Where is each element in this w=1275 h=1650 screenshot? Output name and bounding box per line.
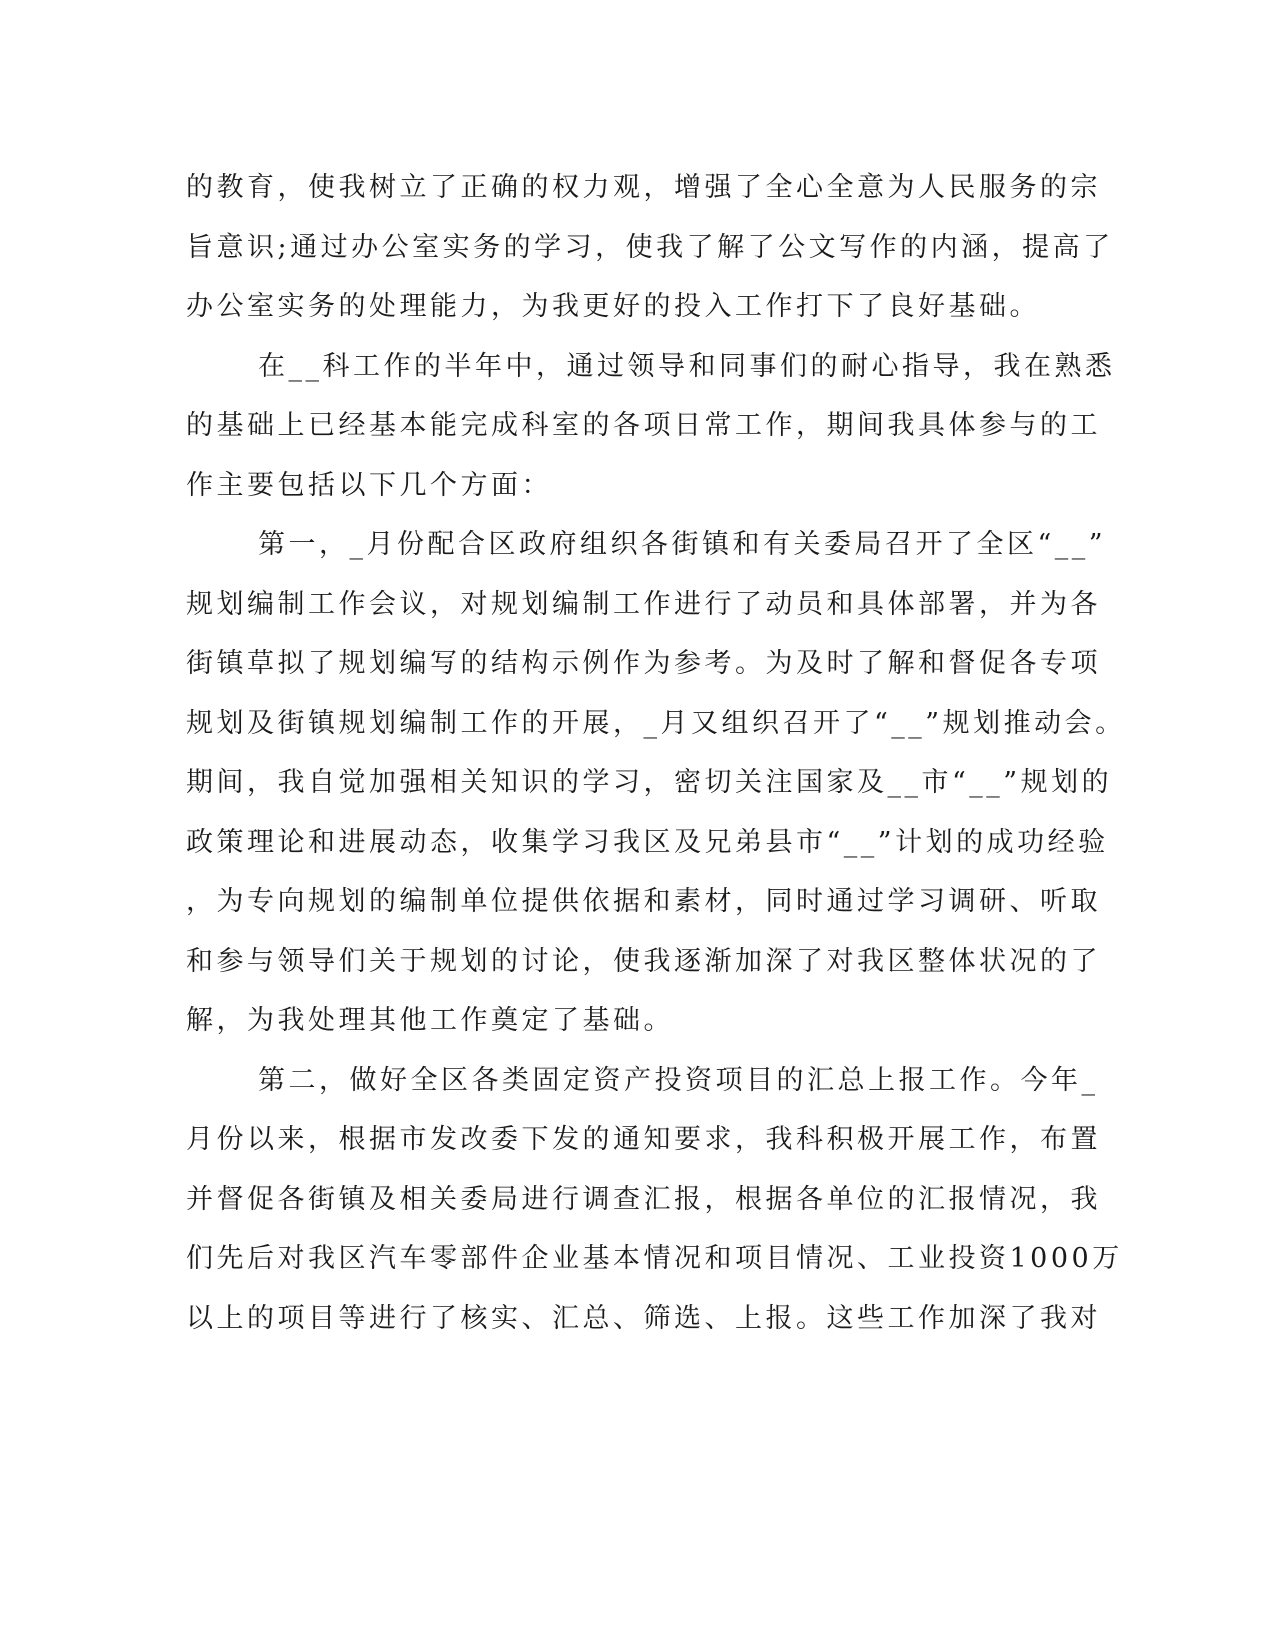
text-line: 办公室实务的处理能力，为我更好的投入工作打下了良好基础。 [186, 291, 1040, 322]
text-line: 街镇草拟了规划编写的结构示例作为参考。为及时了解和督促各专项 [186, 648, 1101, 679]
text-line: ，为专向规划的编制单位提供依据和素材，同时通过学习调研、听取 [186, 886, 1101, 917]
text-line: 解，为我处理其他工作奠定了基础。 [186, 1005, 674, 1036]
text-line: 的教育，使我树立了正确的权力观，增强了全心全意为人民服务的宗 [186, 172, 1101, 203]
text-line: 并督促各街镇及相关委局进行调查汇报，根据各单位的汇报情况，我 [186, 1183, 1101, 1215]
text-line: 以上的项目等进行了核实、汇总、筛选、上报。这些工作加深了我对 [186, 1302, 1101, 1334]
paragraph-4 [186, 1051, 1123, 1349]
text-line: 在__科工作的半年中，通过领导和同事们的耐心指导，我在熟悉 [258, 350, 1116, 382]
text-line: 的基础上已经基本能完成科室的各项日常工作，期间我具体参与的工 [186, 410, 1101, 441]
text-line: 规划编制工作会议，对规划编制工作进行了动员和具体部署，并为各 [186, 588, 1101, 620]
text-line: 第二，做好全区各类固定资产投资项目的汇总上报工作。今年_ [258, 1064, 1099, 1096]
text-line: 旨意识;通过办公室实务的学习，使我了解了公文写作的内涵，提高了 [186, 231, 1114, 263]
document-body [186, 158, 1126, 1348]
text-line: 政策理论和进展动态，收集学习我区及兄弟县市“__”计划的成功经验 [186, 826, 1109, 858]
text-line: 和参与领导们关于规划的讨论，使我逐渐加深了对我区整体状况的了 [186, 945, 1101, 977]
text-line: 作主要包括以下几个方面： [186, 469, 552, 501]
text-line: 第一，_月份配合区政府组织各街镇和有关委局召开了全区“__” [258, 529, 1107, 560]
text-line: 期间，我自觉加强相关知识的学习，密切关注国家及__市“__”规划的 [186, 767, 1113, 798]
paragraph-3 [186, 515, 1126, 1051]
text-line: 们先后对我区汽车零部件企业基本情况和项目情况、工业投资1000万 [186, 1243, 1123, 1274]
paragraph-1 [186, 158, 1114, 337]
paragraph-2 [186, 337, 1116, 516]
text-line: 月份以来，根据市发改委下发的通知要求，我科积极开展工作，布置 [186, 1124, 1101, 1155]
text-line: 规划及街镇规划编制工作的开展，_月又组织召开了“__”规划推动会。 [186, 707, 1126, 739]
